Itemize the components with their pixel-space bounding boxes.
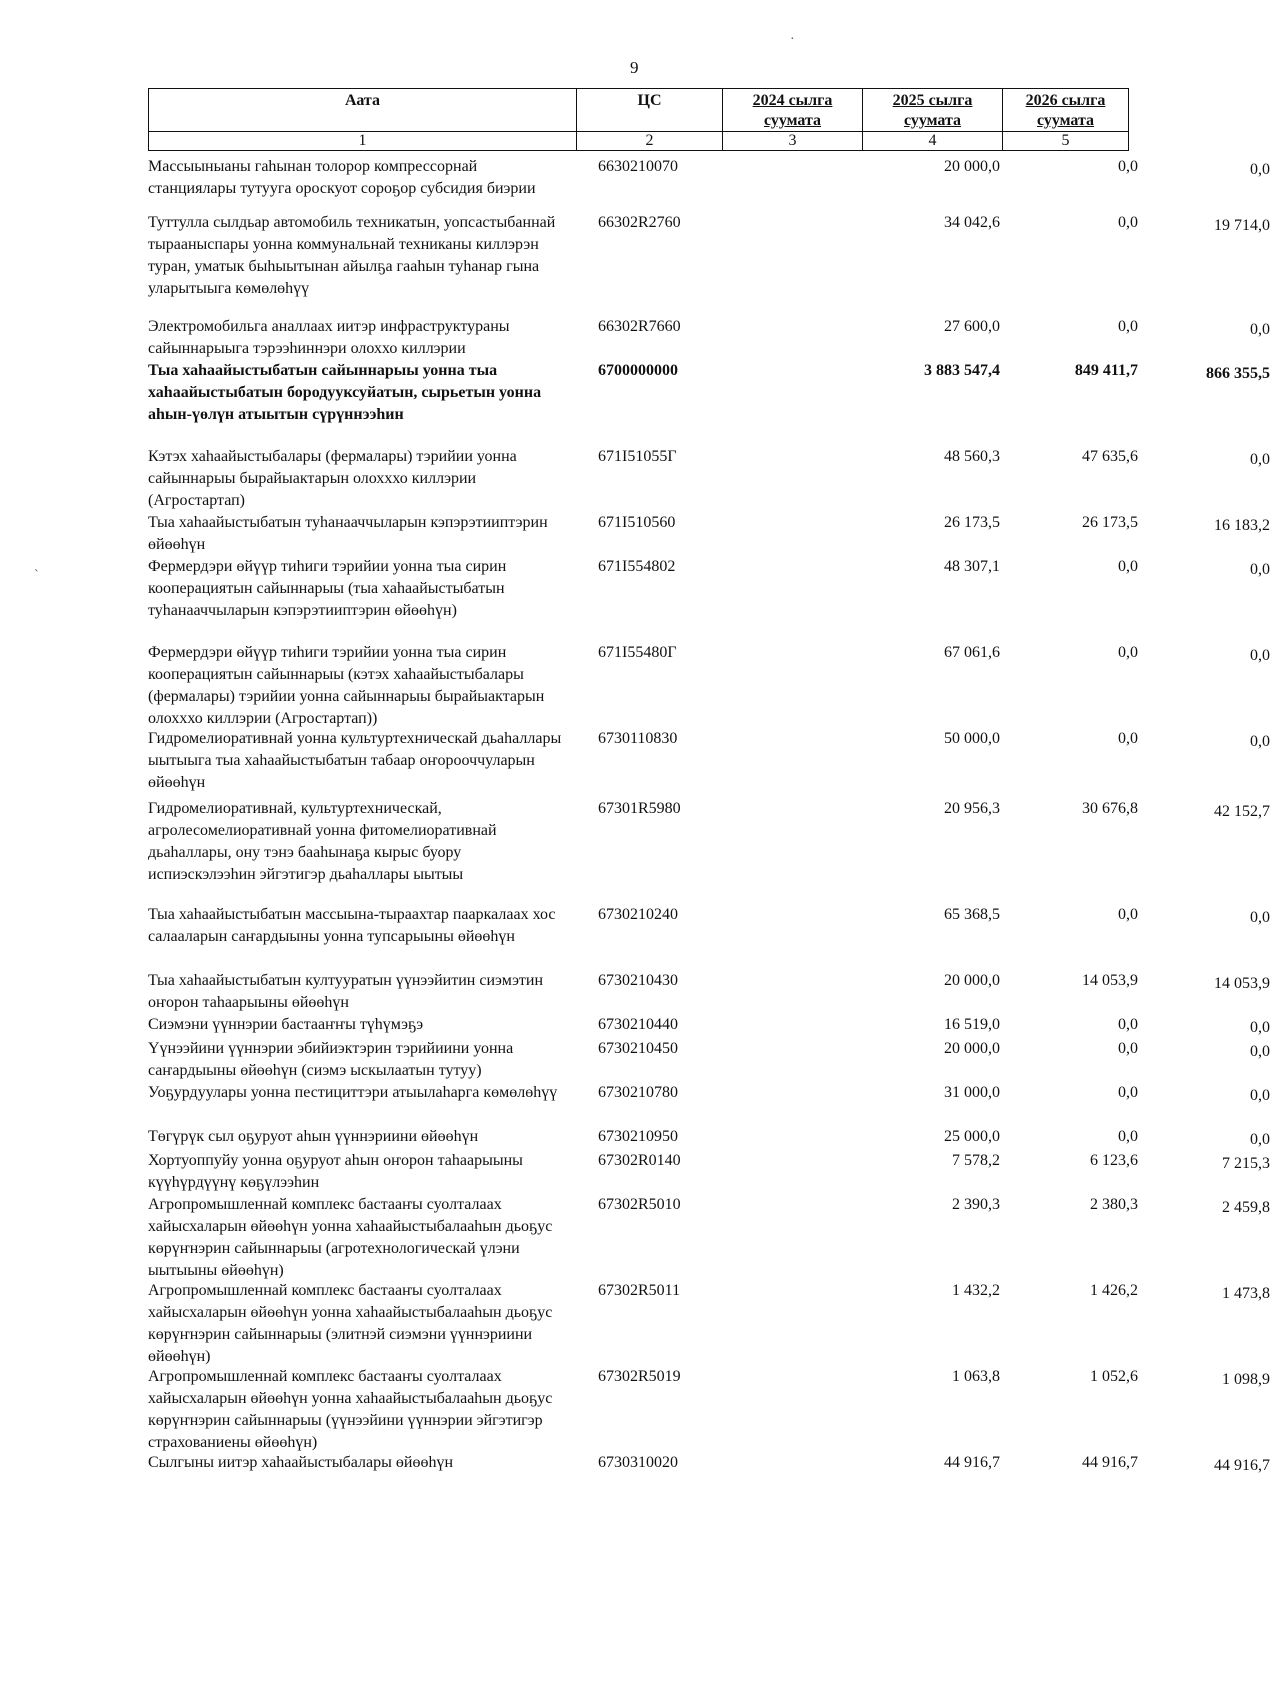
row-code: 6730210950 bbox=[598, 1128, 678, 1145]
row-name: Туттулла сылдьар автомобиль техникатын, уопсастыбаннай тырааныспары уонна коммунальнай техниканы киллэрэн туран, уматык быһыытынан айылҕа гааһын туһанар гына уларытыыга көмөлөһүү bbox=[148, 214, 556, 297]
row-value-2026: 1 098,9 bbox=[1222, 1371, 1270, 1388]
row-value-2026: 14 053,9 bbox=[1214, 975, 1270, 992]
row-value-2026: 0,0 bbox=[1250, 909, 1270, 926]
row-value-2026: 0,0 bbox=[1250, 1019, 1270, 1036]
row-code: 67302R5011 bbox=[598, 1282, 681, 1299]
row-value-2024: 20 000,0 bbox=[944, 1040, 1000, 1057]
row-value-2024: 27 600,0 bbox=[944, 318, 1000, 335]
row-value-2024: 16 519,0 bbox=[944, 1016, 1000, 1033]
row-name: Тыа хаһаайыстыбатын массыына-тыраахтар пааркалаах хос салааларын саҥардыыны уонна тупсарыыны өйөөһүн bbox=[148, 906, 556, 945]
row-code: 6700000000 bbox=[598, 362, 678, 379]
row-name: Хортуоппуйу уонна оҕуруот аһын оҥорон таһаарыыны күүһүрдүүнү көҕүлээһин bbox=[148, 1152, 523, 1191]
row-value-2026: 2 459,8 bbox=[1222, 1199, 1270, 1216]
row-value-2025: 30 676,8 bbox=[1082, 800, 1138, 817]
row-code: 671I554802 bbox=[598, 558, 676, 575]
row-name: Тыа хаһаайыстыбатын сайыннарыы уонна тыа хаһаайыстыбатын бородууксуйатын, сырьетын уонна аһын-үөлүн атыытын сүрүннээһин bbox=[148, 362, 542, 423]
header-num-2: 2 bbox=[577, 132, 723, 151]
row-value-2026: 0,0 bbox=[1250, 647, 1270, 664]
row-value-2024: 65 368,5 bbox=[944, 906, 1000, 923]
row-name: Төгүрүк сыл оҕуруот аһын үүннэриини өйөөһүн bbox=[148, 1128, 479, 1145]
row-name: Массыыныаны гаһынан толорор компрессорнай станциялары тутууга ороскуот сороҕор субсидия биэрии bbox=[148, 158, 536, 197]
row-value-2024: 1 432,2 bbox=[952, 1282, 1000, 1299]
row-value-2024: 50 000,0 bbox=[944, 730, 1000, 747]
row-value-2024: 20 000,0 bbox=[944, 972, 1000, 989]
row-value-2025: 1 052,6 bbox=[1090, 1368, 1138, 1385]
row-value-2025: 849 411,7 bbox=[1074, 362, 1138, 379]
header-num-5: 5 bbox=[1003, 132, 1129, 151]
row-value-2026: 44 916,7 bbox=[1214, 1457, 1270, 1474]
row-code: 6730210240 bbox=[598, 906, 678, 923]
row-value-2026: 0,0 bbox=[1250, 733, 1270, 750]
row-value-2026: 42 152,7 bbox=[1214, 803, 1270, 820]
header-num-4: 4 bbox=[863, 132, 1003, 151]
row-value-2025: 0,0 bbox=[1118, 318, 1138, 335]
row-name: Агропромышленнай комплекс бастааҥы суолталаах хайысхаларын өйөөһүн уонна хаһаайыстыбалааһын дьоҕус көрүҥнэрин сайыннарыы (агротехнологическай үлэни ыытыыны өйөөһүн) bbox=[148, 1196, 553, 1279]
row-value-2024: 67 061,6 bbox=[944, 644, 1000, 661]
row-name: Агропромышленнай комплекс бастааҥы суолталаах хайысхаларын өйөөһүн уонна хаһаайыстыбалааһын дьоҕус көрүҥнэрин сайыннарыы (элитнэй сиэмэни үүннэриини өйөөһүн) bbox=[148, 1282, 553, 1365]
row-value-2025: 0,0 bbox=[1118, 214, 1138, 231]
row-value-2026: 0,0 bbox=[1250, 321, 1270, 338]
row-value-2025: 0,0 bbox=[1118, 158, 1138, 175]
row-value-2026: 0,0 bbox=[1250, 161, 1270, 178]
row-value-2024: 20 956,3 bbox=[944, 800, 1000, 817]
row-value-2026: 0,0 bbox=[1250, 561, 1270, 578]
header-2024: 2024 сылга суумата bbox=[723, 89, 863, 132]
row-value-2025: 0,0 bbox=[1118, 1128, 1138, 1145]
row-name: Гидромелиоративнай уонна культуртехническай дьаһаллары ыытыыга тыа хаһаайыстыбатын табаар оҥорооччуларын өйөөһүн bbox=[148, 730, 562, 791]
row-value-2025: 26 173,5 bbox=[1082, 514, 1138, 531]
row-value-2026: 19 714,0 bbox=[1214, 217, 1270, 234]
row-code: 6630210070 bbox=[598, 158, 678, 175]
row-value-2025: 0,0 bbox=[1118, 1040, 1138, 1057]
row-code: 6730110830 bbox=[598, 730, 678, 747]
scan-dot: · bbox=[790, 32, 795, 47]
row-value-2025: 0,0 bbox=[1118, 906, 1138, 923]
row-value-2025: 0,0 bbox=[1118, 730, 1138, 747]
row-name: Электромобильга аналлаах иитэр инфраструктураны сайыннарыыга тэрээһиннэри олоххо киллэрии bbox=[148, 318, 510, 357]
row-code: 67301R5980 bbox=[598, 800, 681, 817]
header-name: Аата bbox=[149, 89, 577, 132]
row-code: 66302R7660 bbox=[598, 318, 681, 335]
row-value-2025: 47 635,6 bbox=[1082, 448, 1138, 465]
row-name: Тыа хаһаайыстыбатын култууратын үүнээйитин сиэмэтин оҥорон таһаарыыны өйөөһүн bbox=[148, 972, 544, 1011]
row-value-2025: 6 123,6 bbox=[1090, 1152, 1138, 1169]
row-value-2025: 0,0 bbox=[1118, 644, 1138, 661]
row-code: 67302R0140 bbox=[598, 1152, 681, 1169]
row-value-2025: 44 916,7 bbox=[1082, 1454, 1138, 1471]
row-value-2024: 2 390,3 bbox=[952, 1196, 1000, 1213]
header-2026: 2026 сылга суумата bbox=[1003, 89, 1129, 132]
row-value-2024: 3 883 547,4 bbox=[924, 362, 1000, 379]
row-name: Үүнээйини үүннэрии эбийиэктэрин тэрийиини уонна саҥардыыны өйөөһүн (сиэмэ ыскылаатын тутуу) bbox=[148, 1040, 514, 1079]
row-name: Фермердэри өйүүр тиһиги тэрийии уонна тыа сирин кооперациятын сайыннарыы (кэтэх хаһаайыстыбалары (фермалары) тэрийии уонна сайыннарыы бырайыактарын олохххо киллэрии (Агростартап)) bbox=[148, 644, 545, 727]
row-code: 6730210440 bbox=[598, 1016, 678, 1033]
row-value-2026: 7 215,3 bbox=[1222, 1155, 1270, 1172]
row-value-2024: 44 916,7 bbox=[944, 1454, 1000, 1471]
row-value-2025: 0,0 bbox=[1118, 558, 1138, 575]
header-code: ЦС bbox=[577, 89, 723, 132]
row-code: 67302R5019 bbox=[598, 1368, 681, 1385]
row-value-2026: 0,0 bbox=[1250, 1131, 1270, 1148]
row-value-2024: 25 000,0 bbox=[944, 1128, 1000, 1145]
row-value-2024: 48 307,1 bbox=[944, 558, 1000, 575]
row-code: 671I51055Г bbox=[598, 448, 677, 465]
row-code: 66302R2760 bbox=[598, 214, 681, 231]
table-header bbox=[148, 88, 1129, 151]
row-value-2025: 0,0 bbox=[1118, 1084, 1138, 1101]
row-value-2026: 866 355,5 bbox=[1206, 365, 1270, 382]
row-value-2024: 20 000,0 bbox=[944, 158, 1000, 175]
row-value-2024: 31 000,0 bbox=[944, 1084, 1000, 1101]
row-value-2024: 34 042,6 bbox=[944, 214, 1000, 231]
row-name: Уоҕурдуулары уонна пестициттэри атыылаһарга көмөлөһүү bbox=[148, 1084, 558, 1101]
row-value-2026: 1 473,8 bbox=[1222, 1285, 1270, 1302]
row-code: 671I55480Г bbox=[598, 644, 677, 661]
row-name: Кэтэх хаһаайыстыбалары (фермалары) тэрийии уонна сайыннарыы бырайыактарын олохххо киллэрии (Агростартап) bbox=[148, 448, 517, 509]
row-code: 6730210450 bbox=[598, 1040, 678, 1057]
row-code: 6730310020 bbox=[598, 1454, 678, 1471]
row-name: Агропромышленнай комплекс бастааҥы суолталаах хайысхаларын өйөөһүн уонна хаһаайыстыбалааһын дьоҕус көрүҥнэрин сайыннарыы (үүнээйини үүннэрии эйгэтигэр страхованиены өйөөһүн) bbox=[148, 1368, 553, 1451]
row-code: 6730210430 bbox=[598, 972, 678, 989]
row-name: Гидромелиоративнай, культуртехническай, агролесомелиоративнай уонна фитомелиоративнай дьаһаллары, ону тэнэ бааһынаҕа кырыс буору испиэскэлээһин эйгэтигэр дьаһаллары ыытыы bbox=[148, 800, 497, 883]
header-2025: 2025 сылга суумата bbox=[863, 89, 1003, 132]
scan-mark: ˋ bbox=[34, 568, 39, 583]
row-code: 6730210780 bbox=[598, 1084, 678, 1101]
row-value-2024: 26 173,5 bbox=[944, 514, 1000, 531]
row-name: Фермердэри өйүүр тиһиги тэрийии уонна тыа сирин кооперациятын сайыннарыы (тыа хаһаайыстыбатын туһанааччыларын кэпэрэтииптэрин өйөөһүн) bbox=[148, 558, 507, 619]
row-value-2025: 1 426,2 bbox=[1090, 1282, 1138, 1299]
row-value-2025: 2 380,3 bbox=[1090, 1196, 1138, 1213]
row-value-2025: 14 053,9 bbox=[1082, 972, 1138, 989]
header-num-3: 3 bbox=[723, 132, 863, 151]
row-value-2026: 16 183,2 bbox=[1214, 517, 1270, 534]
row-name: Сиэмэни үүннэрии бастааҥҥы түһүмэҕэ bbox=[148, 1016, 424, 1033]
row-value-2024: 1 063,8 bbox=[952, 1368, 1000, 1385]
row-value-2026: 0,0 bbox=[1250, 1087, 1270, 1104]
row-value-2025: 0,0 bbox=[1118, 1016, 1138, 1033]
page-number: 9 bbox=[630, 58, 639, 77]
row-value-2026: 0,0 bbox=[1250, 451, 1270, 468]
row-value-2026: 0,0 bbox=[1250, 1043, 1270, 1060]
row-value-2024: 48 560,3 bbox=[944, 448, 1000, 465]
row-name: Тыа хаһаайыстыбатын туһанааччыларын кэпэрэтииптэрин өйөөһүн bbox=[148, 514, 548, 553]
row-name: Сылгыны иитэр хаһаайыстыбалары өйөөһүн bbox=[148, 1454, 454, 1471]
row-value-2024: 7 578,2 bbox=[952, 1152, 1000, 1169]
header-num-1: 1 bbox=[149, 132, 577, 151]
row-code: 671I510560 bbox=[598, 514, 676, 531]
row-code: 67302R5010 bbox=[598, 1196, 681, 1213]
